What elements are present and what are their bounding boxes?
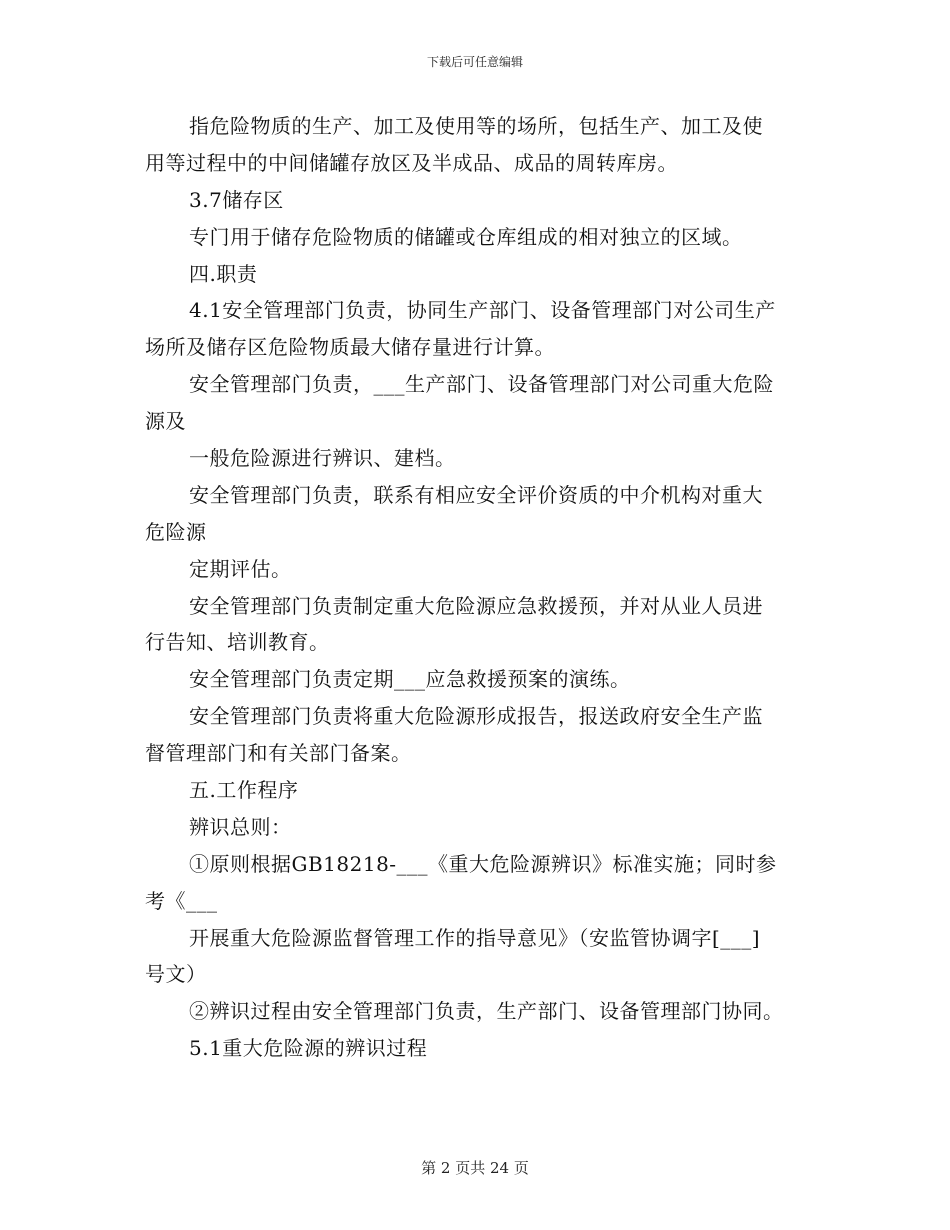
text-line: 4.1安全管理部门负责，协同生产部门、设备管理部门对公司生产 (189, 298, 776, 323)
text-line: 专门用于储存危险物质的储罐或仓库组成的相对独立的区域。 (189, 224, 743, 249)
text-line: 号文） (145, 962, 207, 987)
text-line: 安全管理部门负责制定重大危险源应急救援预，并对从业人员进 (189, 593, 763, 618)
text-line: 考《___ (145, 888, 218, 913)
page-footer: 第 2 页共 24 页 (421, 1159, 529, 1177)
text-line: 定期评估。 (189, 556, 292, 581)
text-line: 辨识总则： (189, 814, 292, 839)
page-header: 下载后可任意编辑 (426, 55, 523, 69)
text-line: ①原则根据GB18218-___《重大危险源辨识》标准实施；同时参 (189, 851, 777, 876)
text-line: 一般危险源进行辨识、建档。 (189, 446, 456, 471)
text-line: 开展重大危险源监督管理工作的指导意见》（安监管协调字[___] (189, 925, 761, 950)
text-line: 安全管理部门负责，联系有相应安全评价资质的中介机构对重大 (189, 482, 763, 507)
text-line: ②辨识过程由安全管理部门负责，生产部门、设备管理部门协同。 (189, 999, 784, 1024)
text-line: 危险源 (145, 519, 207, 544)
text-line: 五.工作程序 (189, 778, 299, 803)
text-line: 指危险物质的生产、加工及使用等的场所，包括生产、加工及使 (189, 114, 763, 138)
text-line: 安全管理部门负责将重大危险源形成报告，报送政府安全生产监 (189, 704, 763, 729)
text-line: 安全管理部门负责定期___应急救援预案的演练。 (189, 667, 631, 692)
document-body (145, 108, 817, 1067)
text-line: 用等过程中的中间储罐存放区及半成品、成品的周转库房。 (145, 150, 678, 175)
text-line: 督管理部门和有关部门备案。 (145, 741, 412, 766)
text-line: 源及 (145, 409, 186, 434)
text-line: 3.7储存区 (189, 187, 284, 212)
text-line: 四.职责 (189, 261, 258, 286)
text-line: 5.1重大危险源的辨识过程 (189, 1036, 428, 1061)
text-line: 安全管理部门负责，___生产部门、设备管理部门对公司重大危险 (189, 372, 774, 397)
text-line: 场所及储存区危险物质最大储存量进行计算。 (145, 335, 555, 360)
text-line: 行告知、培训教育。 (145, 630, 330, 655)
